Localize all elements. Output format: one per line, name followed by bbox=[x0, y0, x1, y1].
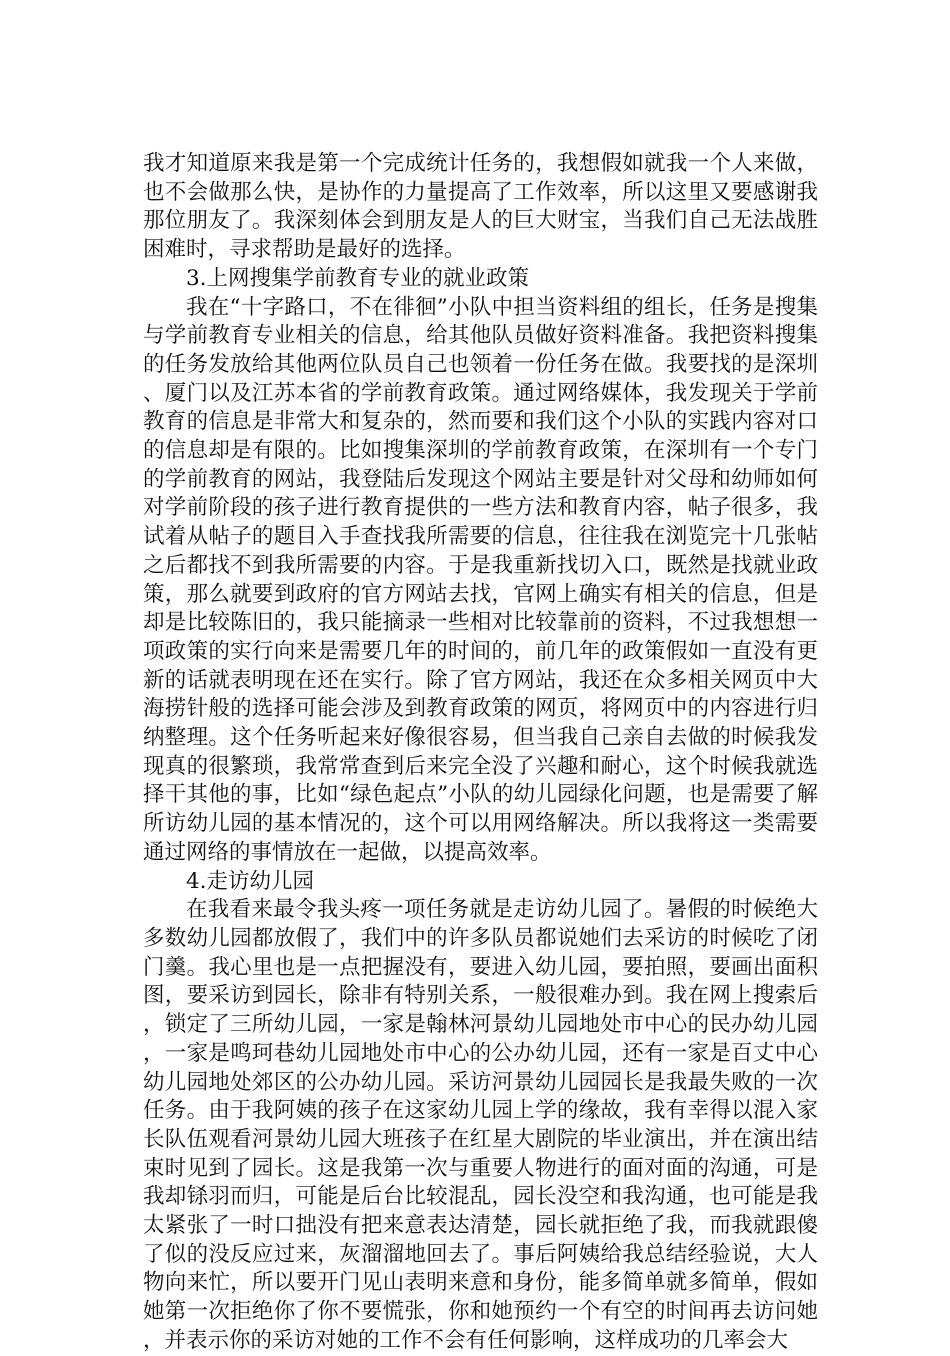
paragraph-kindergarten-visit: 在我看来最令我头疼一项任务就是走访幼儿园了。暑假的时候绝大多数幼儿园都放假了，我们中的许多队员都说她们去采访的时候吃了闭门羹。我心里也是一点把握没有，要进入幼儿园，要拍照，要画出面积图，要采访到园长，除非有特别关系，一般很难办到。我在网上搜索后，锁定了三所幼儿园，一家是翰林河景幼儿园地处市中心的民办幼儿园，一家是鸣珂巷幼儿园地处市中心的公办幼儿园，还有一家是百丈中心幼儿园地处郊区的公办幼儿园。采访河景幼儿园园长是我最失败的一次任务。由于我阿姨的孩子在这家幼儿园上学的缘故，我有幸得以混入家长队伍观看河景幼儿园大班孩子在红星大剧院的毕业演出，并在演出结束时见到了园长。这是我第一次与重要人物进行的面对面的沟通，可是我却铩羽而归，可能是后台比较混乱，园长没空和我沟通，也可能是我太紧张了一时口拙没有把来意表达清楚，园长就拒绝了我，而我就跟傻了似的没反应过来，灰溜溜地回去了。事后阿姨给我总结经验说，大人物向来忙，所以要开门见山表明来意和身份，能多简单就多简单，假如她第一次拒绝你了你不要慌张，你和她预约一个有空的时间再去访问她，并表示你的采访对她的工作不会有任何影响，这样成功的几率会大 bbox=[143, 897, 818, 1353]
document-body bbox=[143, 150, 818, 1356]
paragraph-continuation: 我才知道原来我是第一个完成统计任务的，我想假如就我一个人来做，也不会做那么快，是协作的力量提高了工作效率，所以这里又要感谢我那位朋友了。我深刻体会到朋友是人的巨大财宝，当我们自己无法战胜困难时，寻求帮助是最好的选择。 bbox=[143, 151, 818, 263]
section-heading-4: 4.走访幼儿园 bbox=[186, 868, 315, 894]
paragraph-online-search: 我在“十字路口，不在徘徊”小队中担当资料组的组长，任务是搜集与学前教育专业相关的信息，给其他队员做好资料准备。我把资料搜集的任务发放给其他两位队员自己也领着一份任务在做。我要找的是深圳、厦门以及江苏本省的学前教育政策。通过网络媒体，我发现关于学前教育的信息是非常大和复杂的，然而要和我们这个小队的实践内容对口的信息却是有限的。比如搜集深圳的学前教育政策，在深圳有一个专门的学前教育的网站，我登陆后发现这个网站主要是针对父母和幼师如何对学前阶段的孩子进行教育提供的一些方法和教育内容，帖子很多，我试着从帖子的题目入手查找我所需要的信息，往往我在浏览完十几张帖之后都找不到我所需要的内容。于是我重新找切入口，既然是找就业政策，那么就要到政府的官方网站去找，官网上确实有相关的信息，但是却是比较陈旧的，我只能摘录一些相对比较靠前的资料，不过我想想一项政策的实行向来是需要几年的时间的，前几年的政策假如一直没有更新的话就表明现在还在实行。除了官方网站，我还在众多相关网页中大海捞针般的选择可能会涉及到教育政策的网页，将网页中的内容进行归纳整理。这个任务听起来好像很容易，但当我自己亲自去做的时候我发现真的很繁琐，我常常查到后来完全没了兴趣和耐心，这个时候我就选择干其他的事，比如“绿色起点”小队的幼儿园绿化问题，也是需要了解所访幼儿园的基本情况的，这个可以用网络解决。所以我将这一类需要通过网络的事情放在一起做，以提高效率。 bbox=[143, 294, 818, 865]
section-heading-3: 3.上网搜集学前教育专业的就业政策 bbox=[186, 265, 530, 291]
